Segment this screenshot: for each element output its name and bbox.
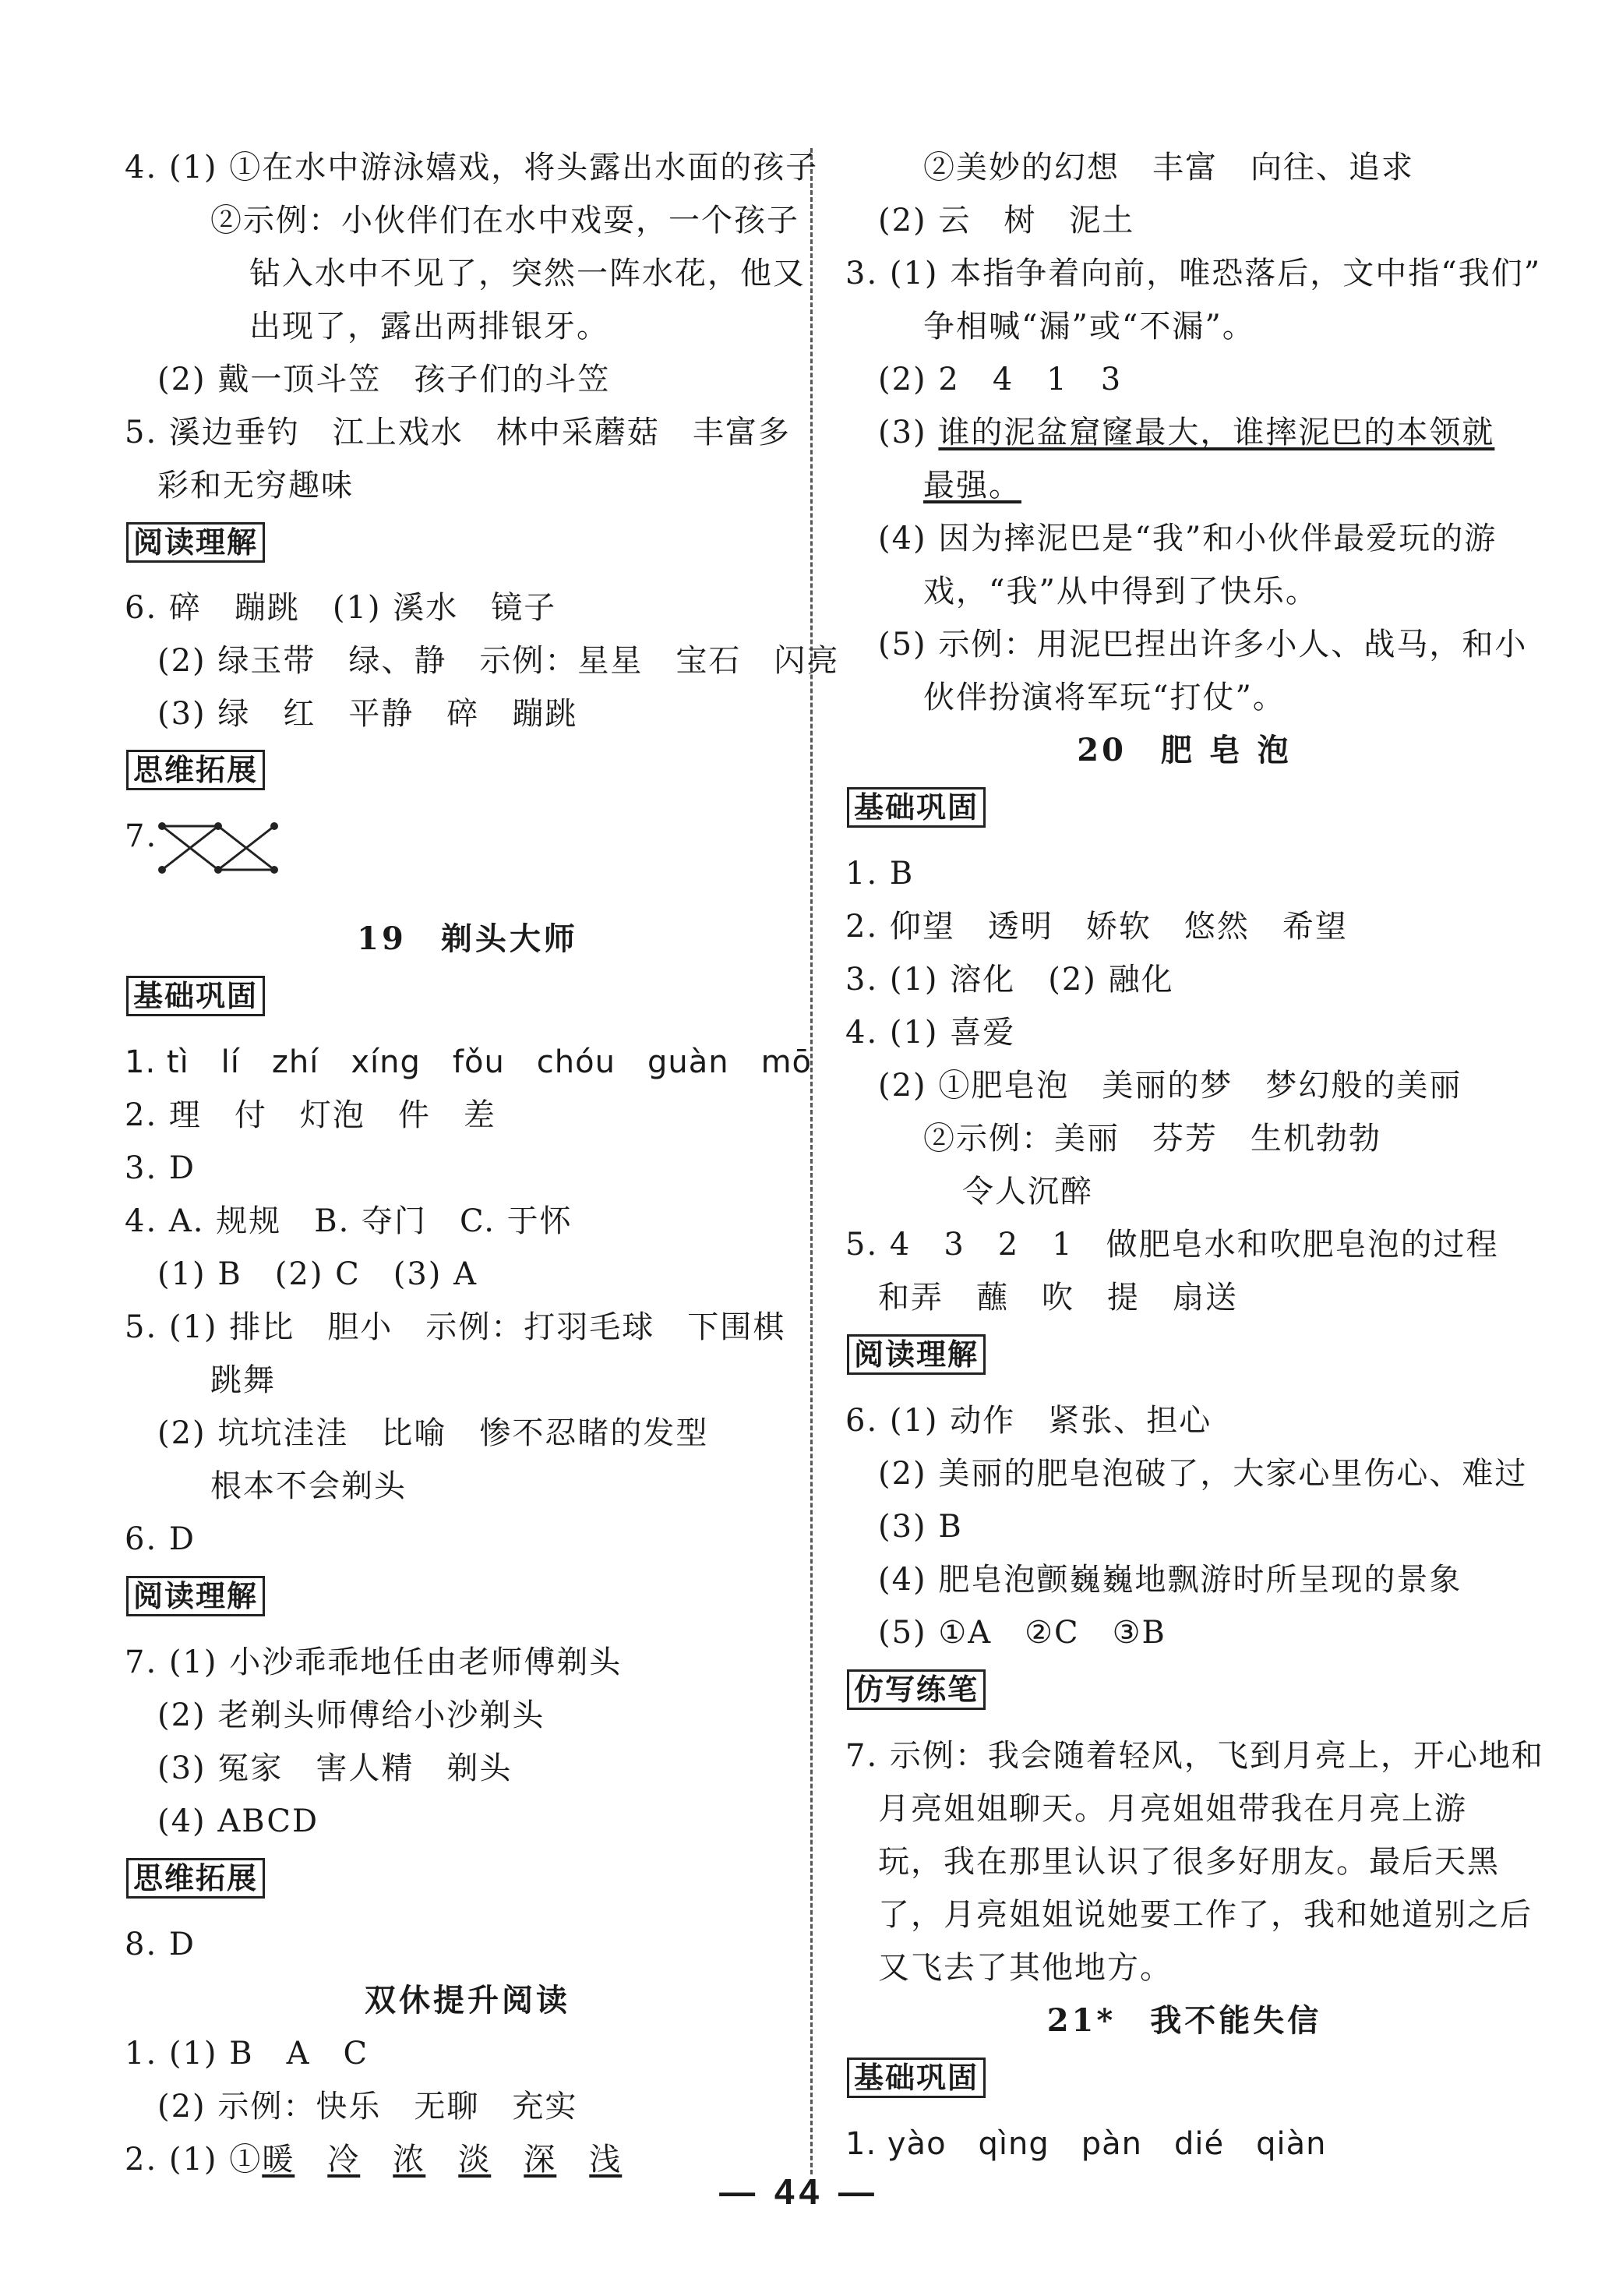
answer-line: 8. D [125,1927,196,1962]
answer-line: 7. [125,818,158,854]
underlined-word: 浓 [393,2142,426,2178]
answer-line: 3. (1) 溶化 (2) 融化 [845,962,1174,998]
answer-line: 6. 碎 蹦跳 (1) 溪水 镜子 [125,590,557,626]
answer-line [878,413,1494,452]
lesson-title-21: 21* 我不能失信 [1046,2002,1322,2039]
answer-line: 2. 理 付 灯泡 件 差 [125,1097,496,1133]
answer-line: (2) 戴一顶斗笠 孩子们的斗笠 [157,362,611,397]
section-tag-thinking: 思维拓展 [126,1858,265,1899]
answer-line: 月亮姐姐聊天。月亮姐姐带我在月亮上游 [878,1791,1467,1827]
answer-line: 1. (1) B A C [125,2036,369,2072]
section-tag-reading: 阅读理解 [847,1334,986,1375]
answer-line: (5) 示例：用泥巴捏出许多小人、战马，和小 [878,627,1528,662]
lesson-title-19: 19 剃头大师 [357,920,578,957]
underlined-word: 深 [524,2142,557,2178]
answer-line: 2. 仰望 透明 娇软 悠然 希望 [845,909,1348,945]
answer-line: 争相喊“漏”或“不漏”。 [923,309,1255,344]
answer-line: (1) B (2) C (3) A [157,1256,478,1292]
answer-line: 5. 溪边垂钓 江上戏水 林中采蘑菇 丰富多 [125,415,791,450]
section-tag-basic: 基础巩固 [847,787,986,828]
page-number: — 44 — [719,2171,879,2212]
answer-line: 钻入水中不见了，突然一阵水花，他又 [249,256,806,291]
underlined-word: 暖 [262,2142,295,2178]
section-tag-basic: 基础巩固 [126,976,265,1016]
answer-line: ②美妙的幻想 丰富 向往、追求 [923,150,1414,185]
answer-line: (2) 2 4 1 3 [878,362,1123,397]
answer-line: 1. tì lí zhí xíng fǒu chóu guàn mō [125,1044,813,1080]
section-tag-writing: 仿写练笔 [847,1669,986,1710]
question-prefix: (3) [878,415,939,450]
section-tag-basic: 基础巩固 [847,2058,986,2098]
matching-lines-diagram [156,817,280,879]
answer-line: 7. (1) 小沙乖乖地任由老师傅剃头 [125,1644,623,1680]
underlined-word: 淡 [458,2142,492,2178]
answer-line: 4. (1) ①在水中游泳嬉戏，将头露出水面的孩子 [125,150,819,185]
answer-line: 4. (1) 喜爱 [845,1015,1016,1051]
answer-line: (2) 示例：快乐 无聊 充实 [157,2089,578,2125]
answer-line: (2) 绿玉带 绿、静 示例：星星 宝石 闪亮 [157,643,840,679]
answer-line: 玩，我在那里认识了很多好朋友。最后天黑 [878,1844,1500,1880]
answer-line: (5) ①A ②C ③B [878,1615,1166,1651]
column-divider [810,148,813,2174]
answer-line: 了，月亮姐姐说她要工作了，我和她道别之后 [878,1897,1533,1933]
underlined-word: 浅 [589,2142,623,2178]
answer-line: 7. 示例：我会随着轻风，飞到月亮上，开心地和 [845,1738,1544,1774]
answer-line: 令人沉醉 [962,1174,1093,1210]
answer-line: 5. (1) 排比 胆小 示例：打羽毛球 下围棋 [125,1309,786,1345]
answer-line: (4) 因为摔泥巴是“我”和小伙伴最爱玩的游 [878,521,1497,556]
answer-line: (2) 坑坑洼洼 比喻 惨不忍睹的发型 [157,1415,709,1451]
underlined-answer: 最强。 [923,468,1021,503]
answer-line: 根本不会剃头 [210,1468,407,1504]
lesson-title-20: 20 肥 皂 泡 [1077,732,1292,768]
answer-line: 又飞去了其他地方。 [878,1950,1173,1986]
answer-line: 出现了，露出两排银牙。 [249,309,609,344]
answer-line: (2) ①肥皂泡 美丽的梦 梦幻般的美丽 [878,1068,1462,1104]
answer-line: (4) 肥皂泡颤巍巍地飘游时所呈现的景象 [878,1562,1462,1598]
answer-line: 3. D [125,1150,196,1186]
answer-line: ②示例：美丽 芬芳 生机勃勃 [923,1121,1381,1157]
answer-line: 5. 4 3 2 1 做肥皂水和吹肥皂泡的过程 [845,1227,1499,1263]
answer-line: 6. D [125,1521,196,1557]
answer-line: 彩和无穷趣味 [157,468,354,503]
answer-line: 4. A. 规规 B. 夺门 C. 于怀 [125,1203,573,1239]
answer-line: 跳舞 [210,1362,276,1398]
underlined-answer: 谁的泥盆窟窿最大，谁摔泥巴的本领就 [938,415,1495,450]
answer-line [923,466,1021,505]
answer-line: 6. (1) 动作 紧张、担心 [845,1403,1212,1439]
answer-line: 和弄 蘸 吹 提 扇送 [878,1280,1238,1316]
answer-line: ②示例：小伙伴们在水中戏耍，一个孩子 [210,203,799,238]
section-tag-thinking: 思维拓展 [126,750,265,790]
answer-line: 1. B [845,856,915,892]
answer-line: 3. (1) 本指争着向前，唯恐落后，文中指“我们” [845,256,1542,291]
answer-line: 伙伴扮演将军玩“打仗”。 [923,680,1286,715]
answer-line: (4) ABCD [157,1803,319,1839]
answer-line: (2) 老剃头师傅给小沙剃头 [157,1697,545,1733]
weekend-reading-title: 双休提升阅读 [365,1982,570,2019]
underlined-word: 冷 [327,2142,361,2178]
answer-line: (2) 美丽的肥皂泡破了，大家心里伤心、难过 [878,1456,1528,1492]
answer-line: (3) 绿 红 平静 碎 蹦跳 [157,696,578,732]
section-tag-reading: 阅读理解 [126,522,265,563]
answer-line: 戏，“我”从中得到了快乐。 [923,574,1318,609]
section-tag-reading: 阅读理解 [126,1576,265,1616]
answer-line: 1. yào qìng pàn dié qiàn [845,2126,1327,2162]
answer-line: (3) 冤家 害人精 剃头 [157,1750,513,1786]
answer-line: (3) B [878,1509,963,1545]
question-prefix: 2. (1) ① [125,2142,263,2178]
answer-line: (2) 云 树 泥土 [878,203,1135,238]
